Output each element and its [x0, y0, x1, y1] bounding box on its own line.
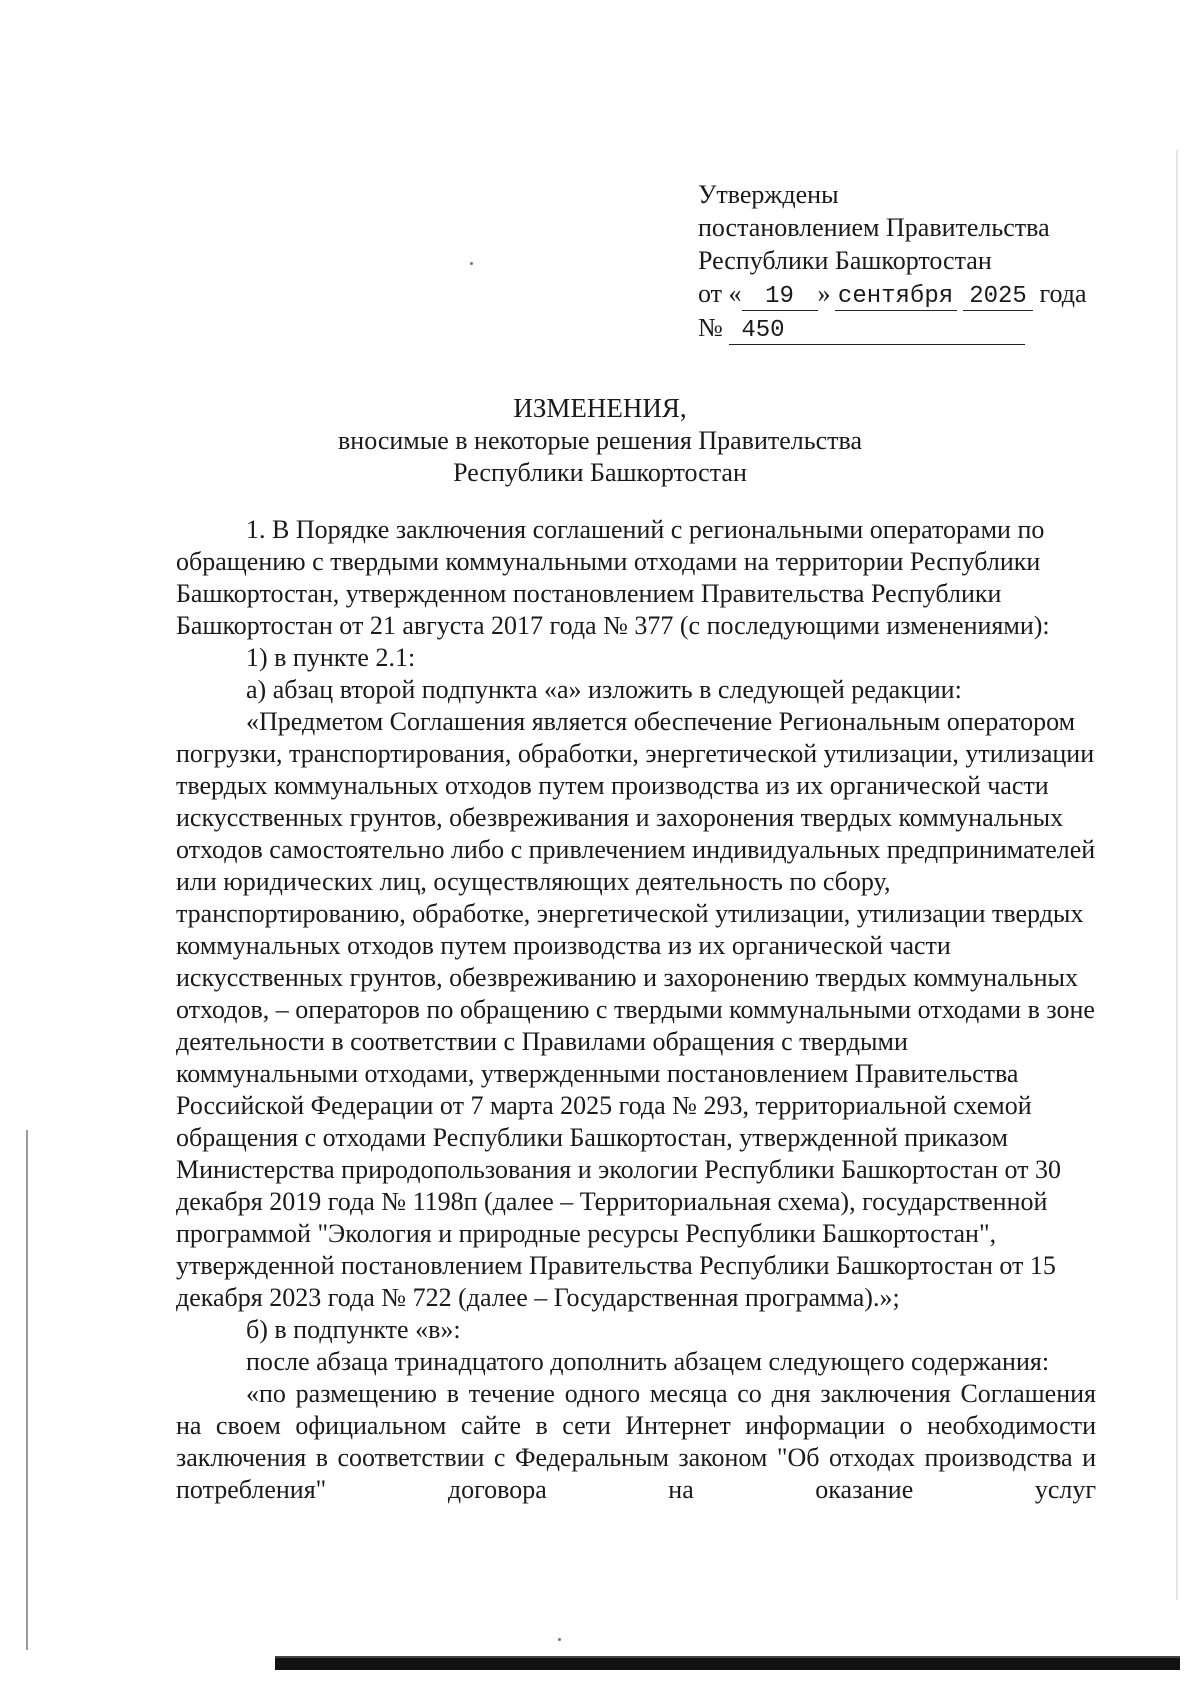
date-prefix: от « [698, 279, 742, 308]
date-year: 2025 [963, 284, 1033, 311]
date-month: сентября [835, 284, 957, 311]
scan-bottom-bar [275, 1658, 1180, 1670]
approval-date [698, 277, 1087, 311]
document-body [176, 514, 1096, 1506]
paragraph-3: а) абзац второй подпункта «а» изложить в следующей редакции: [246, 675, 962, 704]
paragraph-6: после абзаца тринадцатого дополнить абзацем следующего содержания: [246, 1347, 1050, 1376]
document-subheading-2: Республики Башкортостан [453, 458, 747, 487]
scan-edge-left [26, 1130, 28, 1650]
paragraph-7: «по размещению в течение одного месяца со дня заключения Соглашения на своем официальном сайте в сети Интернет информации о необходимости заключения в соответствии с Федеральным законом "Об отходах производства и потребления" договора на оказание услуг [176, 1379, 1096, 1504]
paragraph-5: б) в подпункте «в»: [246, 1315, 461, 1344]
approval-stamp [698, 178, 1087, 345]
approval-line-1: Утверждены [698, 180, 839, 209]
approval-line-3: Республики Башкортостан [698, 246, 992, 275]
approval-line-2: постановлением Правительства [698, 213, 1050, 242]
approval-number [698, 311, 1087, 345]
document-subheading-1: вносимые в некоторые решения Правительства [338, 426, 862, 455]
number-prefix: № [698, 313, 723, 342]
document-heading: ИЗМЕНЕНИЯ, [513, 393, 687, 423]
scan-edge-right [1176, 150, 1178, 1600]
date-mid: » [817, 279, 831, 308]
date-suffix: года [1039, 279, 1087, 308]
scan-speck [558, 1638, 561, 1641]
scan-speck [470, 262, 473, 265]
document-number: 450 [729, 318, 1025, 345]
paragraph-4: «Предметом Соглашения является обеспечение Региональным оператором погрузки, транспортирования, обработки, энергетической утилизации, утилизации твердых коммунальных отходов путем производства из их органической части искусственных грунтов, обезвреживания и захоронения твердых коммунальных отходов самостоятельно либо с привлечением индивидуальных предпринимателей или юридических лиц, осуществляющих деятельность по сбору, транспортированию, обработке, энергетической утилизации, утилизации твердых коммунальных отходов путем производства из их органической части искусственных грунтов, обезвреживанию и захоронению твердых коммунальных отходов, – операторов по обращению с твердыми коммунальными отходами в зоне деятельности в соответствии с Правилами обращения с твердыми коммунальными отходами, утвержденными постановлением Правительства Российской Федерации от 7 марта 2025 года № 293, территориальной схемой обращения с отходами Республики Башкортостан, утвержденной приказом Министерства природопользования и экологии Республики Башкортостан от 30 декабря 2019 года № 1198п (далее – Территориальная схема), государственной программой "Экология и природные ресурсы Республики Башкортостан", утвержденной постановлением Правительства Республики Башкортостан от 15 декабря 2023 года № 722 (далее – Государственная программа).»; [176, 707, 1096, 1312]
date-day: 19 [742, 284, 818, 311]
paragraph-1: 1. В Порядке заключения соглашений с региональными операторами по обращению с твердыми коммунальными отходами на территории Республики Башкортостан, утвержденном постановлением Правительства Республики Башкортостан от 21 августа 2017 года № 377 (с последующими изменениями): [176, 515, 1050, 640]
paragraph-2: 1) в пункте 2.1: [246, 643, 416, 672]
